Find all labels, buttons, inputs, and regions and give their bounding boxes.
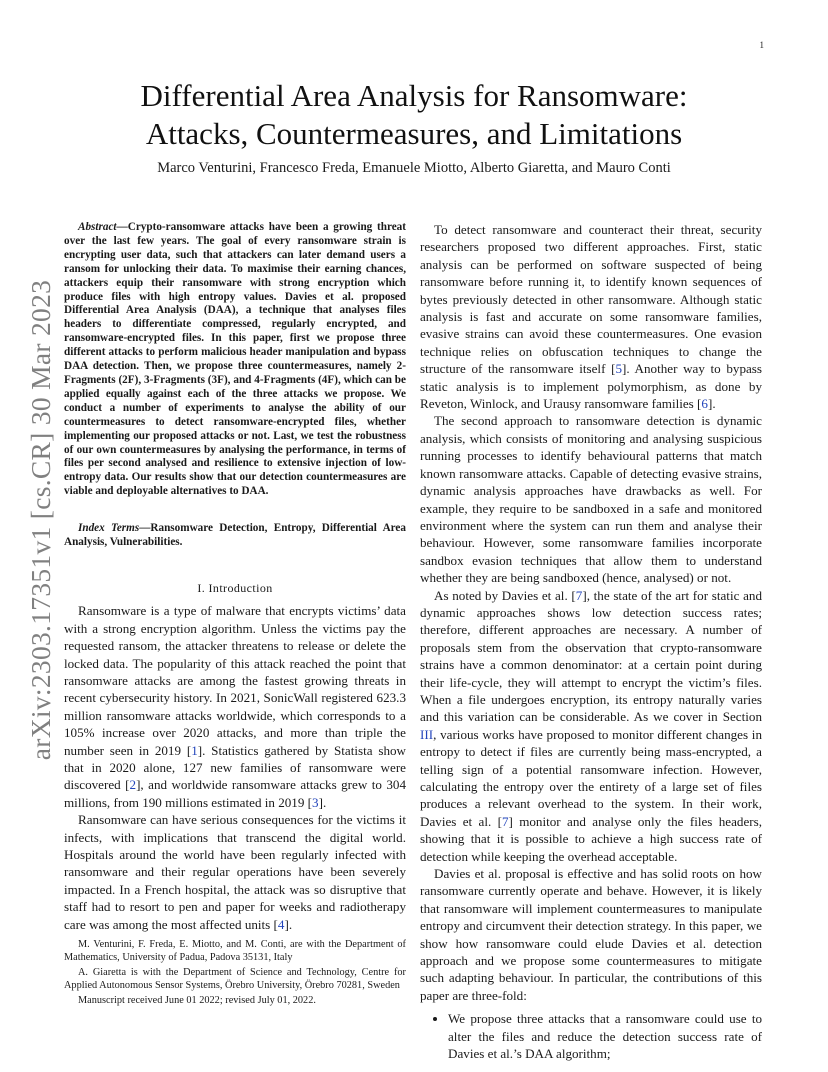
title-line-1: Differential Area Analysis for Ransomware: bbox=[140, 78, 688, 113]
citation-link[interactable]: 7 bbox=[501, 813, 509, 829]
section-heading: I. Introduction bbox=[197, 580, 273, 595]
footnote-affiliation-2: A. Giaretta is with the Department of Science and Technology, Centre for Applied Autonomous Sensor Systems, Örebro University, Örebro 70281, Sweden bbox=[64, 967, 406, 991]
right-column bbox=[420, 221, 762, 1063]
right-paragraph-3 bbox=[420, 587, 762, 866]
index-terms bbox=[64, 522, 406, 550]
citation-link[interactable]: 5 bbox=[615, 361, 622, 377]
paragraph-text: ], and worldwide ransomware attacks grew to 304 millions, from 190 millions estimated in 2019 [ bbox=[64, 777, 406, 810]
index-terms-label: Index Terms bbox=[78, 522, 140, 535]
abstract bbox=[64, 221, 406, 499]
citation-link[interactable]: 4 bbox=[277, 916, 285, 932]
intro-paragraph-1 bbox=[64, 602, 406, 811]
left-column bbox=[64, 221, 406, 933]
title-line-2: Attacks, Countermeasures, and Limitations bbox=[145, 116, 683, 151]
right-paragraph-2: The second approach to ransomware detection is dynamic analysis, which consists of monitoring and analysing suspicious running processes to identify behavioural patterns that match known ransomware attacks. Capable of detecting evasive strains, dynamic analysis approaches have drawbacks as well. For example, they require to be sandboxed in a safe and monitored environment where the system can run them and analyse their behaviour. However, some ransomware families incorporate sandbox evasion techniques that allow them to understand whether they are being sandboxed (hence, analysed) or not. bbox=[420, 413, 762, 586]
citation-link[interactable]: 3 bbox=[312, 794, 319, 810]
paragraph-text: Ransomware is a type of malware that encrypts victims’ data with a strong encryption algorithm. Unless the victims pay the requested ransom, the attacker threatens to release or delete the locked data. The popularity of this attack reached the point that ransomware attacks are among the fastest growing threats in recent cybersecurity history. In 2021, SonicWall registered 623.3 million ransomware attacks worldwide, which corresponds to a 105% increase over 2020 attacks, and more than triple the number seen in 2019 [ bbox=[64, 603, 406, 758]
paragraph-text: ]. bbox=[318, 794, 327, 810]
paragraph-text: , various works have proposed to monitor different changes in entropy to detect if files are currently being mass-encrypted, a telling sign of a potential ransomware infection. However, calculating the entropy over the entirety of a large set of files produces a relevant overhead to the system. In their work, Davies et al. [ bbox=[420, 726, 762, 829]
contribution-list bbox=[420, 1010, 762, 1062]
arxiv-stamp bbox=[25, 279, 56, 761]
citation-link[interactable]: 6 bbox=[701, 396, 708, 412]
author-list: Marco Venturini, Francesco Freda, Emanuele Miotto, Alberto Giaretta, and Mauro Conti bbox=[157, 160, 671, 176]
index-terms-text: —Ransomware Detection, Entropy, Differential Area Analysis, Vulnerabilities. bbox=[64, 522, 406, 549]
right-paragraph-1 bbox=[420, 221, 762, 412]
section-link[interactable]: III bbox=[420, 726, 434, 742]
intro-paragraph-2 bbox=[64, 811, 406, 933]
footnote-affiliation-1: M. Venturini, F. Freda, E. Miotto, and M. Conti, are with the Department of Mathematics, University of Padua, Padova 35131, Italy bbox=[64, 939, 406, 963]
citation-link[interactable]: 1 bbox=[191, 742, 198, 758]
abstract-label: Abstract bbox=[78, 221, 117, 233]
paragraph-text: As noted by Davies et al. [ bbox=[434, 587, 576, 603]
paragraph-text: To detect ransomware and counteract their threat, security researchers proposed two different approaches. First, static analysis can be performed on software suspected of being ransomware before running it, to identify known sequences of bytes previously detected in other ransomware. Although static analysis is fast and accurate on some ransomware families, evasive strains can avoid these countermeasures. One evasion technique relies on obfuscation techniques to change the structure of the ransomware itself [ bbox=[420, 222, 762, 377]
citation-link[interactable]: 7 bbox=[575, 587, 583, 603]
paragraph-text: ]. bbox=[707, 396, 716, 412]
abstract-text: —Crypto-ransomware attacks have been a growing threat over the last few years. The goal of every ransomware strain is encrypting user data, such that attackers can later demand users a ransom for unlocking their data. To maximise their earning chances, attackers equip their ransomware with strong encryption which produce files with high entropy values. Davies et al. proposed Differential Area Analysis (DAA), a technique that analyses files headers to differentiate compressed, regularly encrypted, and ransomware-encrypted files. In this paper, first we propose three different attacks to perform malicious header manipulation and bypass DAA detection. Then, we propose three countermeasures, namely 2-Fragments (2F), 3-Fragments (3F), and 4-Fragments (4F), which can be applied equally against each of the three attacks we propose. We conduct a number of experiments to analyse the ability of our countermeasures to detect ransomware-encrypted files, whether implementing our proposed attacks or not. Last, we test the robustness of our own countermeasures by analysing the performance, in terms of files per second analysed and resilience to extensive injection of low-entropy data. Our results show that our detection countermeasures are viable and deployable alternatives to DAA. bbox=[64, 221, 406, 498]
paragraph-text: ]. Statistics gathered by Statista show that in 2020 alone, 127 new families of ransomware were discovered [ bbox=[64, 742, 406, 793]
arxiv-stamp-text: arXiv:2303.17351v1 [cs.CR] 30 Mar 2023 bbox=[25, 279, 56, 761]
footnote-manuscript: Manuscript received June 01 2022; revised July 01, 2022. bbox=[78, 995, 316, 1006]
paragraph-text: ]. bbox=[284, 916, 293, 932]
citation-link[interactable]: 2 bbox=[129, 777, 137, 793]
paragraph-text: ] monitor and analyse only the files headers, showing that it is possible to achieve a high success rate of detection while keeping the overhead acceptable. bbox=[420, 813, 762, 864]
page-number: 1 bbox=[759, 40, 764, 50]
paragraph-text: ], the state of the art for static and dynamic approaches shows low detection success rates; therefore, different approaches are necessary. A number of proposals stem from the observation that crypto-ransomware strains have a common denominator: at a certain point during their life-cycle, they will attempt to encrypt the victim’s files. When a file undergoes encryption, its entropy naturally varies and this variation can be considerable. As we cover in Section bbox=[420, 587, 762, 725]
contribution-item: • We propose three attacks that a ransomware could use to alter the files and reduce the detection success rate of Davies et al.’s DAA algorithm; bbox=[448, 1010, 762, 1062]
paragraph-text: Ransomware can have serious consequences for the victims it infects, with implications that transcend the digital world. Hospitals around the world have been regularly infected with ransomware and their regular operations have been severely impacted. In a French hospital, the attack was so disruptive that staff had to resort to pen and paper for weeks and radiotherapy care was among the most affected units [ bbox=[64, 812, 406, 932]
right-paragraph-4: Davies et al. proposal is effective and has solid roots on how ransomware currently operate and behave. However, it is likely that ransomware will implement countermeasures to manipulate entropy and circumvent their detection strategy. In this paper, we show how ransomware could elude Davies et al. detection approach and we propose some countermeasures to mitigate such adapting behaviour. In particular, the contributions of this paper are three-fold: bbox=[420, 866, 762, 1003]
paper-title bbox=[70, 77, 758, 153]
paragraph-text: ]. Another way to bypass static analysis is to implement polymorphism, as done by Reveton, Winlock, and Urausy ransomware families [ bbox=[420, 361, 762, 412]
footnotes bbox=[64, 939, 406, 1008]
